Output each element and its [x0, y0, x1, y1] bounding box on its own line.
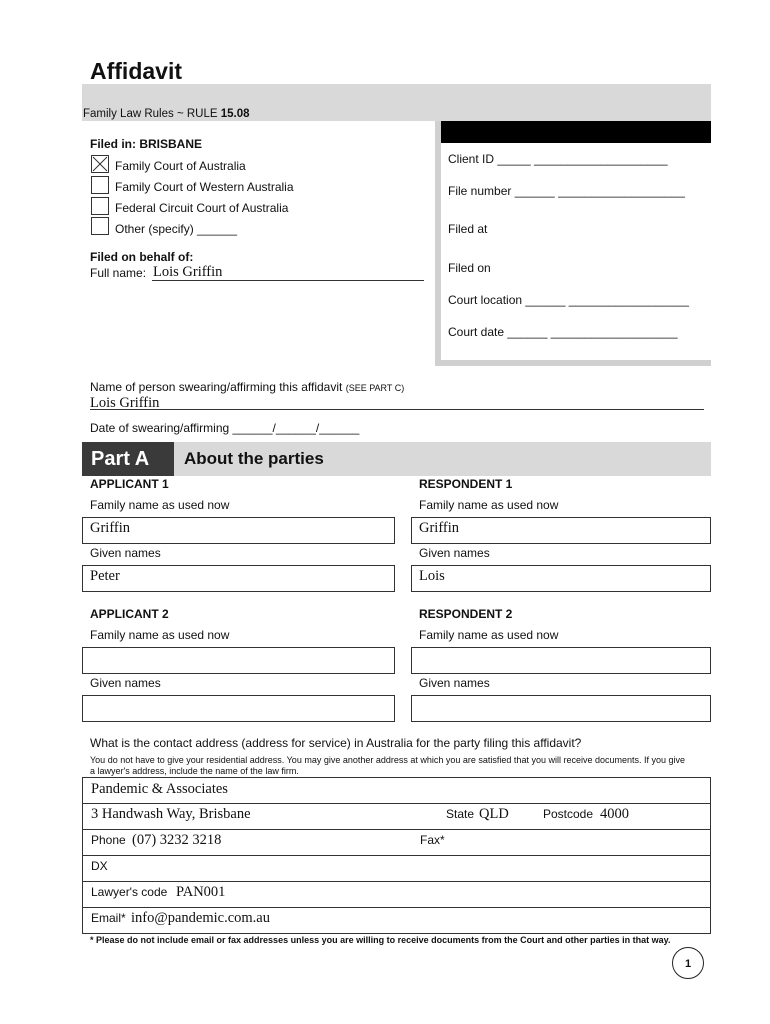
- lawyer-code-value: PAN001: [176, 884, 226, 900]
- applicant2-given-label: Given names: [90, 676, 161, 690]
- respondent1-heading: RESPONDENT 1: [419, 477, 513, 491]
- contact-note: You do not have to give your residential address. You may give another address at which you are satisfied that you will receive documents. If you give a lawyer's address, include the name of the law firm.: [90, 755, 686, 776]
- respondent2-given-input[interactable]: [411, 695, 711, 722]
- state-label: State: [446, 807, 475, 821]
- swearing-name-text: Name of person swearing/affirming this affidavit: [90, 380, 343, 394]
- lawyer-code-label: Lawyer's code: [91, 885, 168, 899]
- contact-dx-row[interactable]: [82, 856, 711, 882]
- phone-value: (07) 3232 3218: [132, 832, 222, 848]
- filed-at-field[interactable]: Filed at: [448, 222, 488, 236]
- email-label: Email*: [91, 911, 126, 925]
- contact-question: What is the contact address (address for service) in Australia for the party filing this affidavit?: [90, 736, 582, 750]
- contact-firm-row[interactable]: [82, 777, 711, 804]
- fax-label: Fax*: [420, 833, 445, 847]
- full-name-field[interactable]: Lois Griffin: [153, 264, 223, 280]
- court-use-box-header: [441, 121, 711, 143]
- respondent2-heading: RESPONDENT 2: [419, 607, 513, 621]
- firm-name-value: Pandemic & Associates: [91, 781, 228, 797]
- respondent2-family-input[interactable]: [411, 647, 711, 674]
- swearing-date-field[interactable]: Date of swearing/affirming ______/______/______: [90, 421, 360, 435]
- applicant2-given-input[interactable]: [82, 695, 395, 722]
- part-a-bar: [82, 442, 711, 476]
- applicant2-family-input[interactable]: [82, 647, 395, 674]
- swearing-name-label: [90, 380, 404, 394]
- option-label-federal-circuit-court: Federal Circuit Court of Australia: [115, 201, 289, 215]
- checkbox-federal-circuit-court[interactable]: [91, 197, 109, 215]
- checkmark-x-icon: [92, 156, 108, 172]
- part-a-title: About the parties: [184, 449, 324, 468]
- contact-lawyer-code-row[interactable]: [82, 882, 711, 908]
- respondent2-given-label: Given names: [419, 676, 490, 690]
- phone-label: Phone: [91, 833, 126, 847]
- postcode-label: Postcode: [543, 807, 594, 821]
- rule-number: 15.08: [220, 108, 250, 120]
- filed-on-behalf-label: Filed on behalf of:: [90, 250, 194, 264]
- page-number: 1: [672, 947, 704, 979]
- see-part-c-note: (SEE PART C): [345, 383, 405, 393]
- applicant1-heading: APPLICANT 1: [90, 477, 169, 491]
- street-value: 3 Handwash Way, Brisbane: [91, 806, 251, 822]
- page-title: Affidavit: [90, 58, 182, 84]
- contact-street-row[interactable]: [82, 804, 711, 830]
- dx-label: DX: [91, 859, 108, 873]
- rule-prefix: Family Law Rules ~ RULE: [83, 108, 221, 120]
- option-label-other: Other (specify) ______: [115, 222, 238, 236]
- full-name-label: Full name:: [90, 266, 147, 280]
- applicant2-family-label: Family name as used now: [90, 628, 230, 642]
- respondent1-given-input[interactable]: Lois: [411, 565, 711, 592]
- respondent1-given-label: Given names: [419, 546, 490, 560]
- checkbox-other[interactable]: [91, 217, 109, 235]
- contact-email-row[interactable]: [82, 908, 711, 934]
- contact-phone-row[interactable]: [82, 830, 711, 856]
- client-id-field[interactable]: Client ID _____ ____________________: [448, 152, 668, 166]
- rule-reference: [83, 108, 250, 120]
- respondent1-family-input[interactable]: Griffin: [411, 517, 711, 544]
- applicant2-heading: APPLICANT 2: [90, 607, 169, 621]
- email-value: info@pandemic.com.au: [131, 910, 270, 926]
- respondent2-family-label: Family name as used now: [419, 628, 559, 642]
- swearing-name-field[interactable]: Lois Griffin: [90, 395, 160, 411]
- state-value: QLD: [479, 806, 509, 822]
- email-fax-footnote: * Please do not include email or fax addresses unless you are willing to receive documents from the Court and other parties in that way.: [90, 935, 671, 945]
- applicant1-given-input[interactable]: Peter: [82, 565, 395, 592]
- postcode-value: 4000: [600, 806, 629, 822]
- court-date-field[interactable]: Court date ______ ___________________: [448, 325, 678, 339]
- applicant1-family-input[interactable]: Griffin: [82, 517, 395, 544]
- swearing-name-underline: [90, 409, 704, 410]
- option-label-family-court-wa: Family Court of Western Australia: [115, 180, 294, 194]
- court-location-field[interactable]: Court location ______ __________________: [448, 293, 689, 307]
- checkbox-family-court-wa[interactable]: [91, 176, 109, 194]
- filed-on-field[interactable]: Filed on: [448, 261, 491, 275]
- file-number-field[interactable]: File number ______ ___________________: [448, 184, 685, 198]
- applicant1-given-label: Given names: [90, 546, 161, 560]
- option-label-family-court-australia: Family Court of Australia: [115, 159, 246, 173]
- filed-in-label: Filed in: BRISBANE: [90, 137, 203, 151]
- part-a-tag: Part A: [82, 442, 174, 476]
- checkbox-family-court-australia[interactable]: [91, 155, 109, 173]
- applicant1-family-label: Family name as used now: [90, 498, 230, 512]
- respondent1-family-label: Family name as used now: [419, 498, 559, 512]
